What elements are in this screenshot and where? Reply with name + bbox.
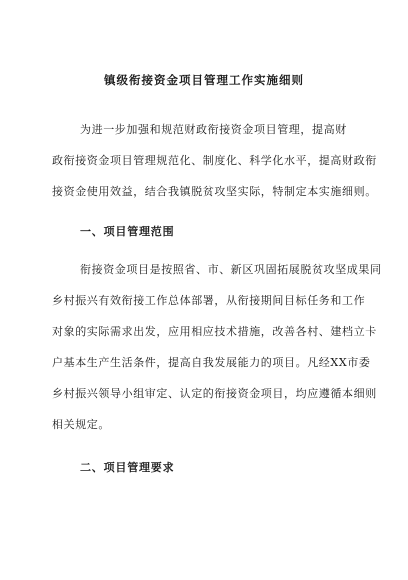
scope-line-1: 衔接资金项目是按照省、市、新区巩固拓展脱贫攻坚成果同 bbox=[80, 263, 382, 276]
scope-line-4: 户基本生产生活条件，提高自我发展能力的项目。凡经XX市委 bbox=[52, 356, 371, 369]
intro-line-2: 政衔接资金项目管理规范化、制度化、科学化水平，提高财政衔 bbox=[52, 154, 377, 167]
intro-line-3: 接资金使用效益，结合我镇脱贫攻坚实际，特制定本实施细则。 bbox=[52, 185, 377, 198]
scope-line-3: 对象的实际需求出发，应用相应技术措施，改善各村、建档立卡 bbox=[52, 325, 377, 338]
intro-line-1: 为进一步加强和规范财政衔接资金项目管理，提高财 bbox=[80, 123, 347, 136]
document-title: 镇级衔接资金项目管理工作实施细则 bbox=[104, 73, 304, 87]
scope-line-2: 乡村振兴有效衔接工作总体部署，从衔接期间目标任务和工作 bbox=[52, 294, 366, 307]
section-heading-scope: 一、项目管理范围 bbox=[80, 225, 175, 238]
scope-line-6: 相关规定。 bbox=[52, 418, 110, 431]
section-heading-requirements: 二、项目管理要求 bbox=[80, 461, 175, 474]
scope-line-5: 乡村振兴领导小组审定、认定的衔接资金项目，均应遵循本细则 bbox=[52, 387, 377, 400]
